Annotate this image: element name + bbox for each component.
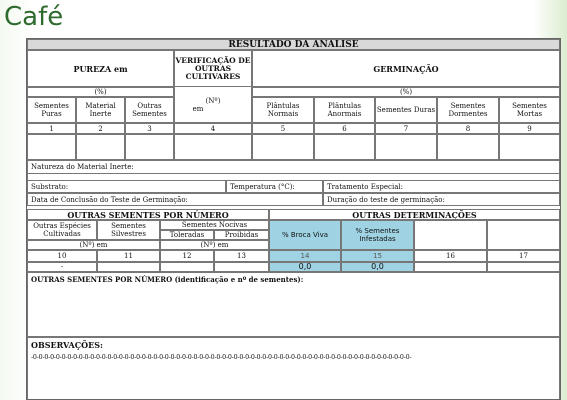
germinacao-unit: (%) [252,87,560,97]
col-sementes-infestadas: % Sementes Infestadas [341,220,414,250]
tratamento-field[interactable]: Tratamento Especial: [323,180,560,193]
germ-col-mortas: Sementes Mortas [499,97,560,123]
observacoes-label: OBSERVAÇÕES: [27,337,560,399]
verificacao-unit: (Nº) [205,96,221,105]
outras-det-title: OUTRAS DETERMINAÇÕES [269,209,560,220]
pureza-col-puras: Sementes Puras [27,97,76,123]
slide-title: Café [4,2,64,32]
observacoes-text[interactable]: -0-0-0-0-0-0-0-0-0-0-0-0-0-0-0-0-0-0-0-0-0-0-0-0-0-0-0-0-0-0-0-0-0-0-0-0-0-0-0-0-0-0-0-0-0-0-0-0-0-0-0-0-0-0-0-0-0-0-0-0-0-0-0-0-0-0- [31,354,412,361]
value-cell-10[interactable]: - [27,262,97,272]
data-conclusao-field[interactable]: Data de Conclusão do Teste de Germinação: [27,193,323,206]
col-det-16 [414,220,487,250]
value-cell-5[interactable] [252,134,314,160]
num-1: 1 [27,123,76,134]
value-cell-2[interactable] [76,134,125,160]
pureza-col-inerte: Material Inerte [76,97,125,123]
col-toleradas: Toleradas [160,230,214,240]
num-15: 15 [341,250,414,262]
value-cell-12[interactable] [160,262,214,272]
verificacao-title: VERIFICAÇÃO DE OUTRAS CULTIVARES [174,50,252,87]
num-16: 16 [414,250,487,262]
num-4: 4 [174,123,252,134]
analysis-form [26,38,561,400]
germ-col-normais: Plântulas Normais [252,97,314,123]
num-17: 17 [487,250,560,262]
outras-numero-title: OUTRAS SEMENTES POR NÚMERO [27,209,269,220]
germinacao-title: GERMINAÇÃO [252,50,560,87]
pureza-col-outras: Outras Sementes [125,97,174,123]
num-7: 7 [375,123,437,134]
num-10: 10 [27,250,97,262]
value-cell-11[interactable] [97,262,160,272]
num-8: 8 [437,123,499,134]
value-broca-viva[interactable]: 0,0 [269,262,341,272]
identificacao-field[interactable]: OUTRAS SEMENTES POR NÚMERO (identificação e nº de sementes): [27,272,560,337]
num-12: 12 [160,250,214,262]
value-cell-8[interactable] [437,134,499,160]
num-11: 11 [97,250,160,262]
duracao-field[interactable]: Duração do teste de germinação: [323,193,560,206]
natureza-field[interactable]: Natureza do Material Inerte: [27,160,560,174]
unit-right: (Nº) em [160,240,269,250]
col-outras-especies: Outras Espécies Cultivadas [27,220,97,240]
value-cell-9[interactable] [499,134,560,160]
form-header: RESULTADO DA ANÁLISE [27,39,560,50]
col-nocivas: Sementes Nocivas [160,220,269,230]
germ-col-anormais: Plântulas Anormais [314,97,375,123]
pureza-title: PUREZA em [27,50,174,87]
verificacao-unit-box [174,87,252,123]
num-13: 13 [214,250,269,262]
unit-left: (Nº) em [27,240,160,250]
col-det-17 [487,220,560,250]
num-2: 2 [76,123,125,134]
value-cell-4[interactable] [174,134,252,160]
value-cell-7[interactable] [375,134,437,160]
value-sementes-infestadas[interactable]: 0,0 [341,262,414,272]
num-3: 3 [125,123,174,134]
col-silvestres: Sementes Silvestres [97,220,160,240]
germ-col-duras: Sementes Duras [375,97,437,123]
col-broca-viva: % Broca Viva [269,220,341,250]
num-9: 9 [499,123,560,134]
value-cell-1[interactable] [27,134,76,160]
num-5: 5 [252,123,314,134]
value-cell-6[interactable] [314,134,375,160]
value-cell-17[interactable] [487,262,560,272]
temperatura-field[interactable]: Temperatura (°C): [226,180,323,193]
col-proibidas: Proibidas [214,230,269,240]
germ-col-dormentes: Sementes Dormentes [437,97,499,123]
num-6: 6 [314,123,375,134]
substrato-field[interactable]: Substrato: [27,180,226,193]
pureza-unit: (%) [27,87,174,97]
verificacao-em: em [192,104,204,113]
value-cell-13[interactable] [214,262,269,272]
value-cell-16[interactable] [414,262,487,272]
num-14: 14 [269,250,341,262]
value-cell-3[interactable] [125,134,174,160]
